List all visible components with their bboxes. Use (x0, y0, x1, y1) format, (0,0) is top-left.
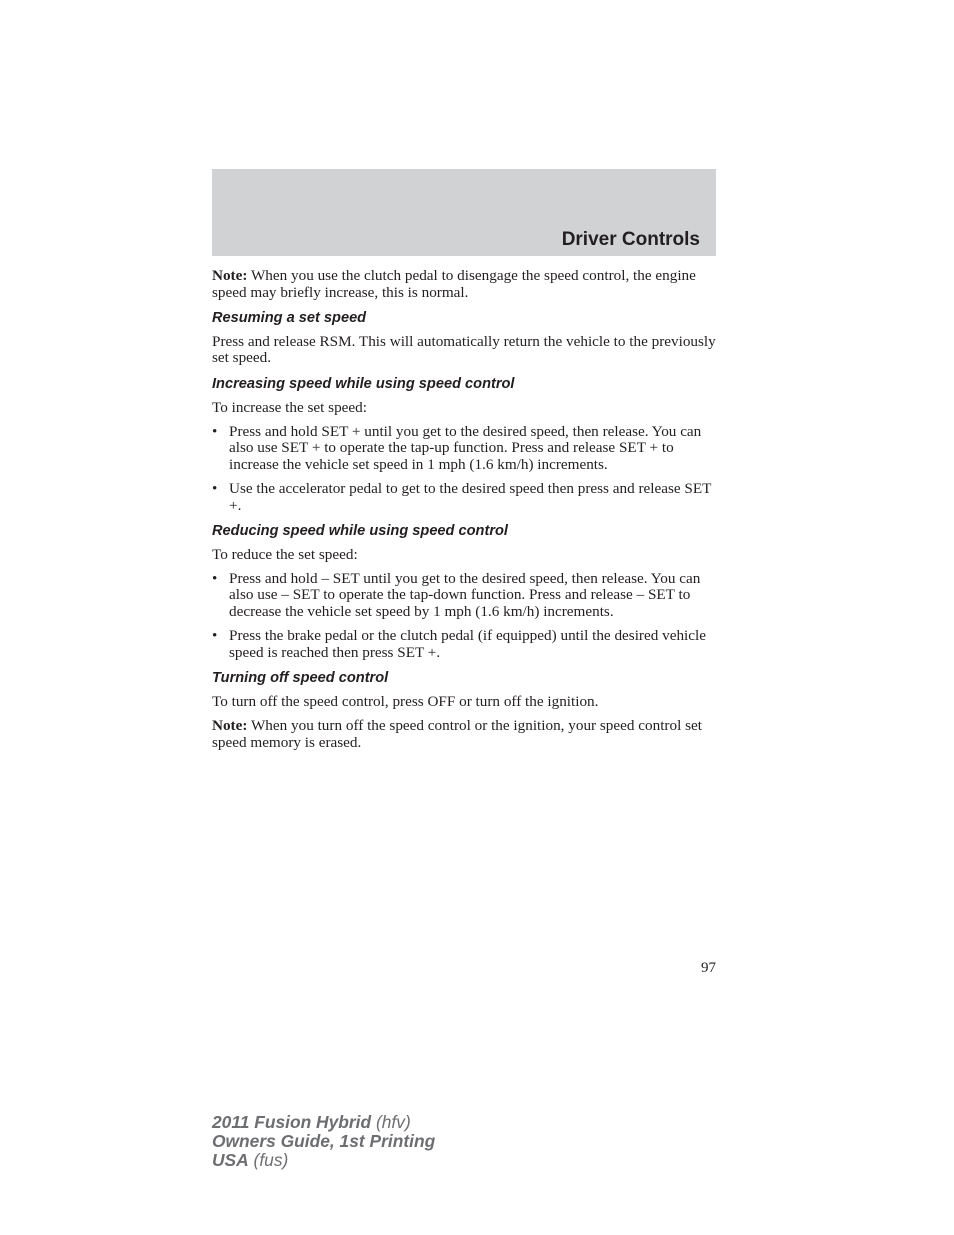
bullet-icon: • (212, 479, 218, 497)
footer-line (212, 1113, 435, 1132)
footer-line (212, 1132, 435, 1151)
footer-model-code: (hfv) (371, 1112, 411, 1132)
note-paragraph (212, 268, 716, 301)
heading-increasing-speed: Increasing speed while using speed control (212, 375, 515, 392)
section-header-band (212, 169, 716, 256)
note-label: Note: (212, 267, 248, 284)
heading-reducing-speed: Reducing speed while using speed control (212, 523, 508, 540)
increase-list (212, 424, 716, 514)
reduce-list (212, 571, 716, 661)
document-footer (212, 1113, 435, 1170)
note-label: Note: (212, 716, 248, 734)
list-item (212, 481, 716, 514)
list-item-text: Press the brake pedal or the clutch pedal (if equipped) until the desired vehicle speed is reached then press SET +. (229, 627, 706, 661)
list-item (212, 424, 716, 474)
turnoff-paragraph: To turn off the speed control, press OFF or turn off the ignition. (212, 692, 599, 710)
list-item (212, 571, 716, 621)
footer-guide: Owners Guide, 1st Printing (212, 1131, 436, 1151)
note-text: When you turn off the speed control or the ignition, your speed control set speed memory is erased. (212, 716, 702, 751)
heading-resuming-set-speed: Resuming a set speed (212, 310, 367, 327)
page-content (212, 268, 716, 759)
footer-line (212, 1151, 435, 1170)
list-item (212, 628, 716, 661)
bullet-icon: • (212, 422, 218, 440)
list-item-text: Press and hold SET + until you get to the desired speed, then release. You can also use SET + to operate the tap-up function. Press and release SET + to increase the vehicle set speed in 1 mph (1.6 km/h) increments. (229, 422, 702, 473)
note-paragraph (212, 718, 716, 751)
note-text: When you use the clutch pedal to disengage the speed control, the engine speed may briefly increase, this is normal. (212, 267, 696, 301)
resume-paragraph: Press and release RSM. This will automatically return the vehicle to the previously set speed. (212, 332, 716, 367)
page-number: 97 (701, 960, 716, 976)
list-item-text: Use the accelerator pedal to get to the desired speed then press and release SET +. (229, 479, 712, 514)
bullet-icon: • (212, 627, 218, 645)
footer-market: USA (212, 1150, 249, 1170)
heading-turning-off: Turning off speed control (212, 670, 389, 687)
bullet-icon: • (212, 569, 218, 587)
list-item-text: Press and hold – SET until you get to the desired speed, then release. You can also use – SET to operate the tap-down function. Press and release – SET to decrease the vehicle set speed by 1 mph (1.6 km/h) increments. (229, 569, 701, 620)
increase-intro: To increase the set speed: (212, 398, 367, 416)
reduce-intro: To reduce the set speed: (212, 545, 358, 563)
footer-model: 2011 Fusion Hybrid (212, 1112, 372, 1132)
footer-market-code: (fus) (248, 1150, 289, 1170)
section-title: Driver Controls (561, 229, 700, 250)
